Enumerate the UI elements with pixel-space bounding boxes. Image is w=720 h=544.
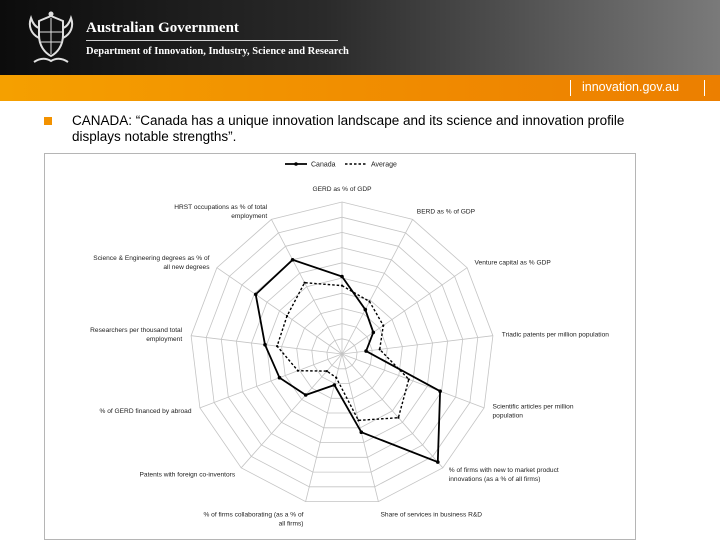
data-point-average	[379, 348, 381, 350]
data-point-canada	[254, 293, 258, 297]
radar-grid	[191, 202, 493, 502]
bullet-marker	[44, 117, 52, 125]
website-link[interactable]: innovation.gov.au	[582, 80, 680, 94]
data-point-average	[304, 282, 306, 284]
radar-axis-label: Share of services in business R&D	[380, 511, 483, 519]
bullet-text: CANADA: “Canada has a unique innovation landscape and its science and innovation profile displays notable strengths”.	[72, 113, 625, 144]
radar-axis-label: % of firms with new to market product innovations (as a % of all firms)	[448, 467, 559, 483]
header-banner	[0, 0, 720, 75]
data-point-average	[341, 285, 343, 287]
legend-marker	[294, 162, 298, 166]
radar-spoke	[342, 219, 413, 354]
department-name: Department of Innovation, Industry, Science and Research	[86, 46, 349, 57]
radar-spoke	[200, 354, 342, 408]
data-point-canada	[372, 331, 376, 335]
government-name: Australian Government	[86, 20, 239, 36]
data-point-canada	[263, 343, 267, 347]
banner-divider-left	[570, 80, 571, 96]
legend-label-canada: Canada	[311, 161, 336, 169]
radar-axis-label: Venture capital as % GDP	[474, 259, 551, 267]
data-point-average	[397, 417, 399, 419]
data-point-canada	[438, 389, 442, 393]
radar-axis-label: % of firms collaborating (as a % of all firms)	[203, 511, 304, 528]
chart-legend	[285, 162, 397, 169]
coat-of-arms-logo	[22, 10, 80, 68]
data-point-average	[382, 324, 384, 326]
radar-spoke	[342, 354, 443, 468]
data-point-average	[297, 370, 299, 372]
legend-label-average: Average	[371, 161, 397, 169]
radar-axis-label: HRST occupations as % of total employment	[174, 203, 268, 220]
radar-chart-frame	[44, 153, 636, 540]
data-point-canada	[304, 393, 308, 397]
data-point-canada	[364, 308, 368, 312]
data-point-canada	[436, 460, 440, 464]
data-point-average	[326, 370, 328, 372]
radar-axis-label: Patents with foreign co-inventors	[139, 471, 236, 479]
data-point-average	[368, 300, 370, 302]
radar-axis-label: Scientific articles per million population	[492, 403, 574, 420]
radar-spoke	[342, 354, 484, 408]
radar-chart	[45, 154, 635, 539]
data-point-average	[357, 419, 359, 421]
radar-axis-label: % of GERD financed by abroad	[99, 408, 192, 416]
data-point-canada	[364, 349, 368, 353]
data-point-canada	[333, 383, 337, 387]
radar-spoke	[271, 219, 342, 354]
data-point-canada	[291, 258, 295, 262]
data-point-average	[335, 377, 337, 379]
data-point-average	[286, 315, 288, 317]
radar-axis-label: GERD as % of GDP	[312, 186, 372, 193]
radar-axis-label: BERD as % of GDP	[416, 208, 476, 216]
radar-axis-label: Researchers per thousand total employment	[90, 327, 183, 344]
data-point-canada	[340, 275, 344, 279]
banner-divider-right	[704, 80, 705, 96]
header-divider	[86, 40, 338, 41]
data-point-canada	[278, 376, 282, 380]
radar-axis-label: Science & Engineering degrees as % of all new degrees	[93, 255, 210, 271]
data-point-average	[276, 345, 278, 347]
radar-axis-label: Triadic patents per million population	[501, 331, 609, 339]
data-point-average	[408, 378, 410, 380]
data-point-canada	[360, 430, 364, 434]
